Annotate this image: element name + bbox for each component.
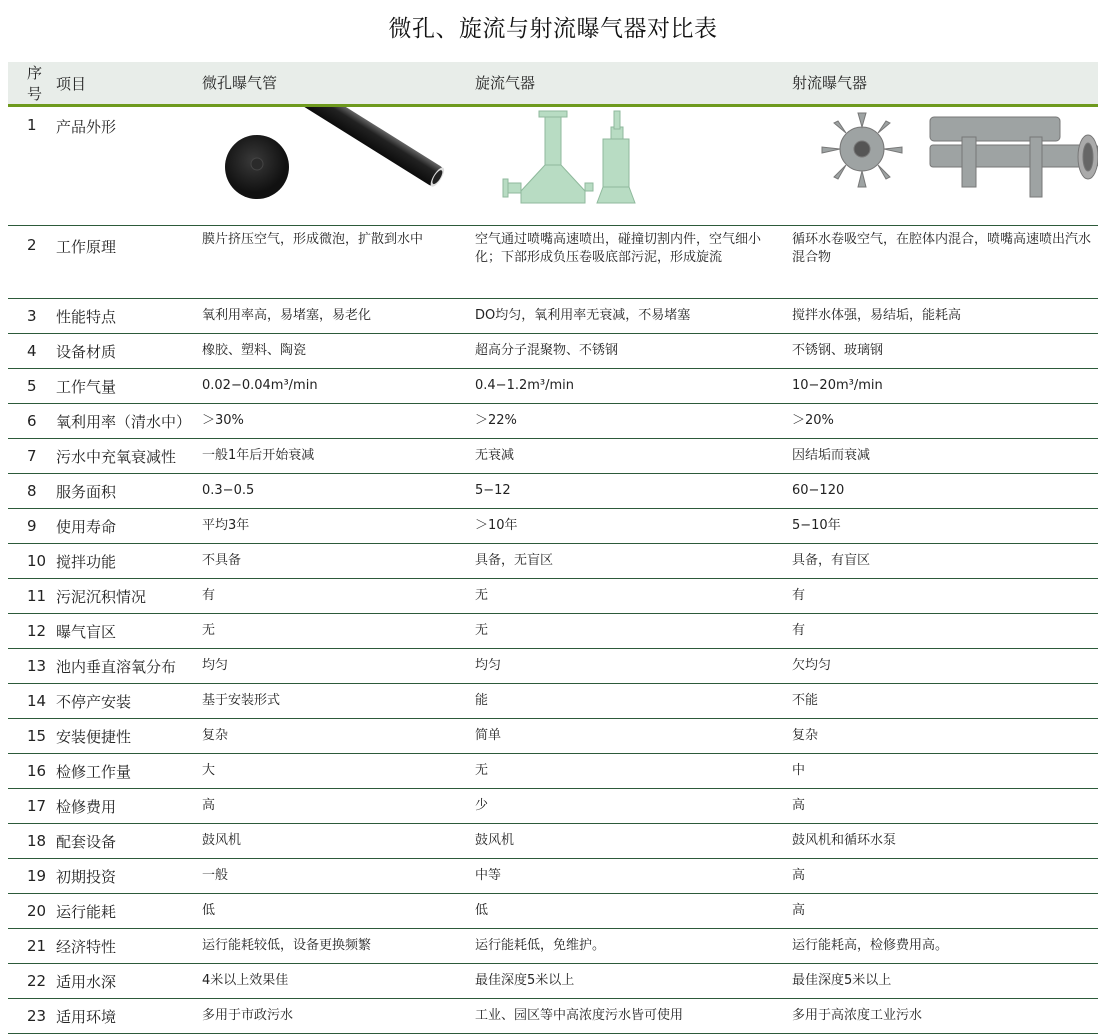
cell-item: 产品外形	[56, 106, 202, 226]
cell-item: 搅拌功能	[56, 544, 202, 579]
cell-index: 19	[8, 859, 56, 894]
cell-swirl: 鼓风机	[475, 824, 792, 859]
cell-item: 经济特性	[56, 929, 202, 964]
table-row	[8, 509, 1098, 544]
cell-index: 3	[8, 299, 56, 334]
table-row	[8, 544, 1098, 579]
cell-swirl: 无	[475, 614, 792, 649]
cell-index: 8	[8, 474, 56, 509]
cell-microporous: 0.02−0.04m³/min	[202, 369, 475, 404]
cell-microporous: 运行能耗较低，设备更换频繁	[202, 929, 475, 964]
cell-swirl: 低	[475, 894, 792, 929]
cell-microporous: 膜片挤压空气，形成微泡，扩散到水中	[202, 226, 475, 299]
cell-jet: 中	[792, 754, 1098, 789]
header-microporous: 微孔曝气管	[202, 62, 475, 106]
cell-item: 初期投资	[56, 859, 202, 894]
cell-index: 4	[8, 334, 56, 369]
cell-microporous: 均匀	[202, 649, 475, 684]
swirl-aerator-image	[475, 106, 792, 226]
cell-swirl: 具备，无盲区	[475, 544, 792, 579]
cell-swirl: 中等	[475, 859, 792, 894]
table-row	[8, 999, 1098, 1034]
cell-microporous: 无	[202, 614, 475, 649]
cell-index: 9	[8, 509, 56, 544]
header-index: 序号	[8, 62, 56, 106]
cell-jet: 高	[792, 859, 1098, 894]
cell-item: 使用寿命	[56, 509, 202, 544]
cell-item: 池内垂直溶氧分布	[56, 649, 202, 684]
cell-item: 适用水深	[56, 964, 202, 999]
table-row	[8, 754, 1098, 789]
cell-swirl: 简单	[475, 719, 792, 754]
table-row	[8, 439, 1098, 474]
cell-microporous: 氧利用率高，易堵塞，易老化	[202, 299, 475, 334]
cell-item: 污水中充氧衰减性	[56, 439, 202, 474]
cell-microporous: 4米以上效果佳	[202, 964, 475, 999]
cell-jet: 不能	[792, 684, 1098, 719]
cell-index: 12	[8, 614, 56, 649]
cell-microporous: ＞30%	[202, 404, 475, 439]
table-row	[8, 684, 1098, 719]
cell-swirl: ＞22%	[475, 404, 792, 439]
cell-jet: 循环水卷吸空气，在腔体内混合，喷嘴高速喷出汽水混合物	[792, 226, 1098, 299]
cell-item: 设备材质	[56, 334, 202, 369]
cell-item: 检修工作量	[56, 754, 202, 789]
cell-microporous: 复杂	[202, 719, 475, 754]
cell-item: 工作原理	[56, 226, 202, 299]
cell-item: 运行能耗	[56, 894, 202, 929]
cell-jet: ＞20%	[792, 404, 1098, 439]
cell-swirl: ＞10年	[475, 509, 792, 544]
cell-jet: 5−10年	[792, 509, 1098, 544]
cell-jet: 运行能耗高，检修费用高。	[792, 929, 1098, 964]
cell-jet: 最佳深度5米以上	[792, 964, 1098, 999]
table-row	[8, 649, 1098, 684]
cell-microporous: 不具备	[202, 544, 475, 579]
cell-index: 1	[8, 106, 56, 226]
cell-jet: 有	[792, 614, 1098, 649]
cell-swirl: 运行能耗低，免维护。	[475, 929, 792, 964]
cell-index: 10	[8, 544, 56, 579]
cell-swirl: 工业、园区等中高浓度污水皆可使用	[475, 999, 792, 1034]
cell-jet: 多用于高浓度工业污水	[792, 999, 1098, 1034]
cell-index: 7	[8, 439, 56, 474]
cell-jet: 因结垢而衰减	[792, 439, 1098, 474]
table-row	[8, 369, 1098, 404]
cell-item: 氧利用率（清水中）	[56, 404, 202, 439]
cell-microporous: 基于安装形式	[202, 684, 475, 719]
cell-index: 14	[8, 684, 56, 719]
table-row	[8, 859, 1098, 894]
cell-swirl: 少	[475, 789, 792, 824]
table-row	[8, 106, 1098, 226]
cell-item: 配套设备	[56, 824, 202, 859]
cell-index: 17	[8, 789, 56, 824]
cell-microporous: 低	[202, 894, 475, 929]
cell-index: 2	[8, 226, 56, 299]
jet-aerator-image	[792, 106, 1098, 226]
cell-swirl: DO均匀，氧利用率无衰减，不易堵塞	[475, 299, 792, 334]
cell-jet: 欠均匀	[792, 649, 1098, 684]
cell-jet: 鼓风机和循环水泵	[792, 824, 1098, 859]
cell-index: 16	[8, 754, 56, 789]
cell-microporous: 多用于市政污水	[202, 999, 475, 1034]
table-row	[8, 789, 1098, 824]
table-row	[8, 824, 1098, 859]
cell-index: 6	[8, 404, 56, 439]
cell-item: 适用环境	[56, 999, 202, 1034]
cell-item: 服务面积	[56, 474, 202, 509]
cell-swirl: 0.4−1.2m³/min	[475, 369, 792, 404]
cell-index: 5	[8, 369, 56, 404]
cell-microporous: 有	[202, 579, 475, 614]
cell-item: 安装便捷性	[56, 719, 202, 754]
table-row	[8, 579, 1098, 614]
table-row	[8, 614, 1098, 649]
cell-swirl: 超高分子混聚物、不锈钢	[475, 334, 792, 369]
cell-swirl: 空气通过喷嘴高速喷出，碰撞切割内件，空气细小化；下部形成负压卷吸底部污泥，形成旋流	[475, 226, 792, 299]
table-row	[8, 404, 1098, 439]
cell-microporous: 一般1年后开始衰减	[202, 439, 475, 474]
cell-item: 曝气盲区	[56, 614, 202, 649]
cell-index: 18	[8, 824, 56, 859]
cell-jet: 高	[792, 894, 1098, 929]
cell-microporous: 0.3−0.5	[202, 474, 475, 509]
cell-microporous: 鼓风机	[202, 824, 475, 859]
cell-index: 22	[8, 964, 56, 999]
cell-item: 污泥沉积情况	[56, 579, 202, 614]
cell-jet: 不锈钢、玻璃钢	[792, 334, 1098, 369]
cell-item: 性能特点	[56, 299, 202, 334]
cell-index: 23	[8, 999, 56, 1034]
cell-microporous: 一般	[202, 859, 475, 894]
table-row	[8, 964, 1098, 999]
comparison-table	[8, 62, 1098, 1034]
header-swirl: 旋流气器	[475, 62, 792, 106]
cell-swirl: 无	[475, 579, 792, 614]
cell-index: 20	[8, 894, 56, 929]
cell-jet: 10−20m³/min	[792, 369, 1098, 404]
cell-index: 11	[8, 579, 56, 614]
cell-swirl: 5−12	[475, 474, 792, 509]
header-item: 项目	[56, 62, 202, 106]
cell-item: 不停产安装	[56, 684, 202, 719]
cell-jet: 具备，有盲区	[792, 544, 1098, 579]
table-row	[8, 299, 1098, 334]
table-row	[8, 719, 1098, 754]
table-row	[8, 929, 1098, 964]
table-row	[8, 334, 1098, 369]
cell-swirl: 最佳深度5米以上	[475, 964, 792, 999]
header-jet: 射流曝气器	[792, 62, 1098, 106]
cell-microporous: 高	[202, 789, 475, 824]
table-row	[8, 474, 1098, 509]
microporous-image	[202, 106, 475, 226]
cell-swirl: 无	[475, 754, 792, 789]
cell-jet: 复杂	[792, 719, 1098, 754]
cell-microporous: 平均3年	[202, 509, 475, 544]
cell-jet: 60−120	[792, 474, 1098, 509]
cell-swirl: 均匀	[475, 649, 792, 684]
cell-index: 15	[8, 719, 56, 754]
cell-jet: 搅拌水体强，易结垢，能耗高	[792, 299, 1098, 334]
cell-microporous: 大	[202, 754, 475, 789]
cell-swirl: 能	[475, 684, 792, 719]
cell-index: 13	[8, 649, 56, 684]
cell-index: 21	[8, 929, 56, 964]
table-row	[8, 226, 1098, 299]
cell-item: 工作气量	[56, 369, 202, 404]
table-header	[8, 62, 1098, 106]
page-title: 微孔、旋流与射流曝气器对比表	[388, 16, 718, 42]
cell-microporous: 橡胶、塑料、陶瓷	[202, 334, 475, 369]
cell-swirl: 无衰减	[475, 439, 792, 474]
cell-item: 检修费用	[56, 789, 202, 824]
cell-jet: 高	[792, 789, 1098, 824]
cell-jet: 有	[792, 579, 1098, 614]
table-row	[8, 894, 1098, 929]
